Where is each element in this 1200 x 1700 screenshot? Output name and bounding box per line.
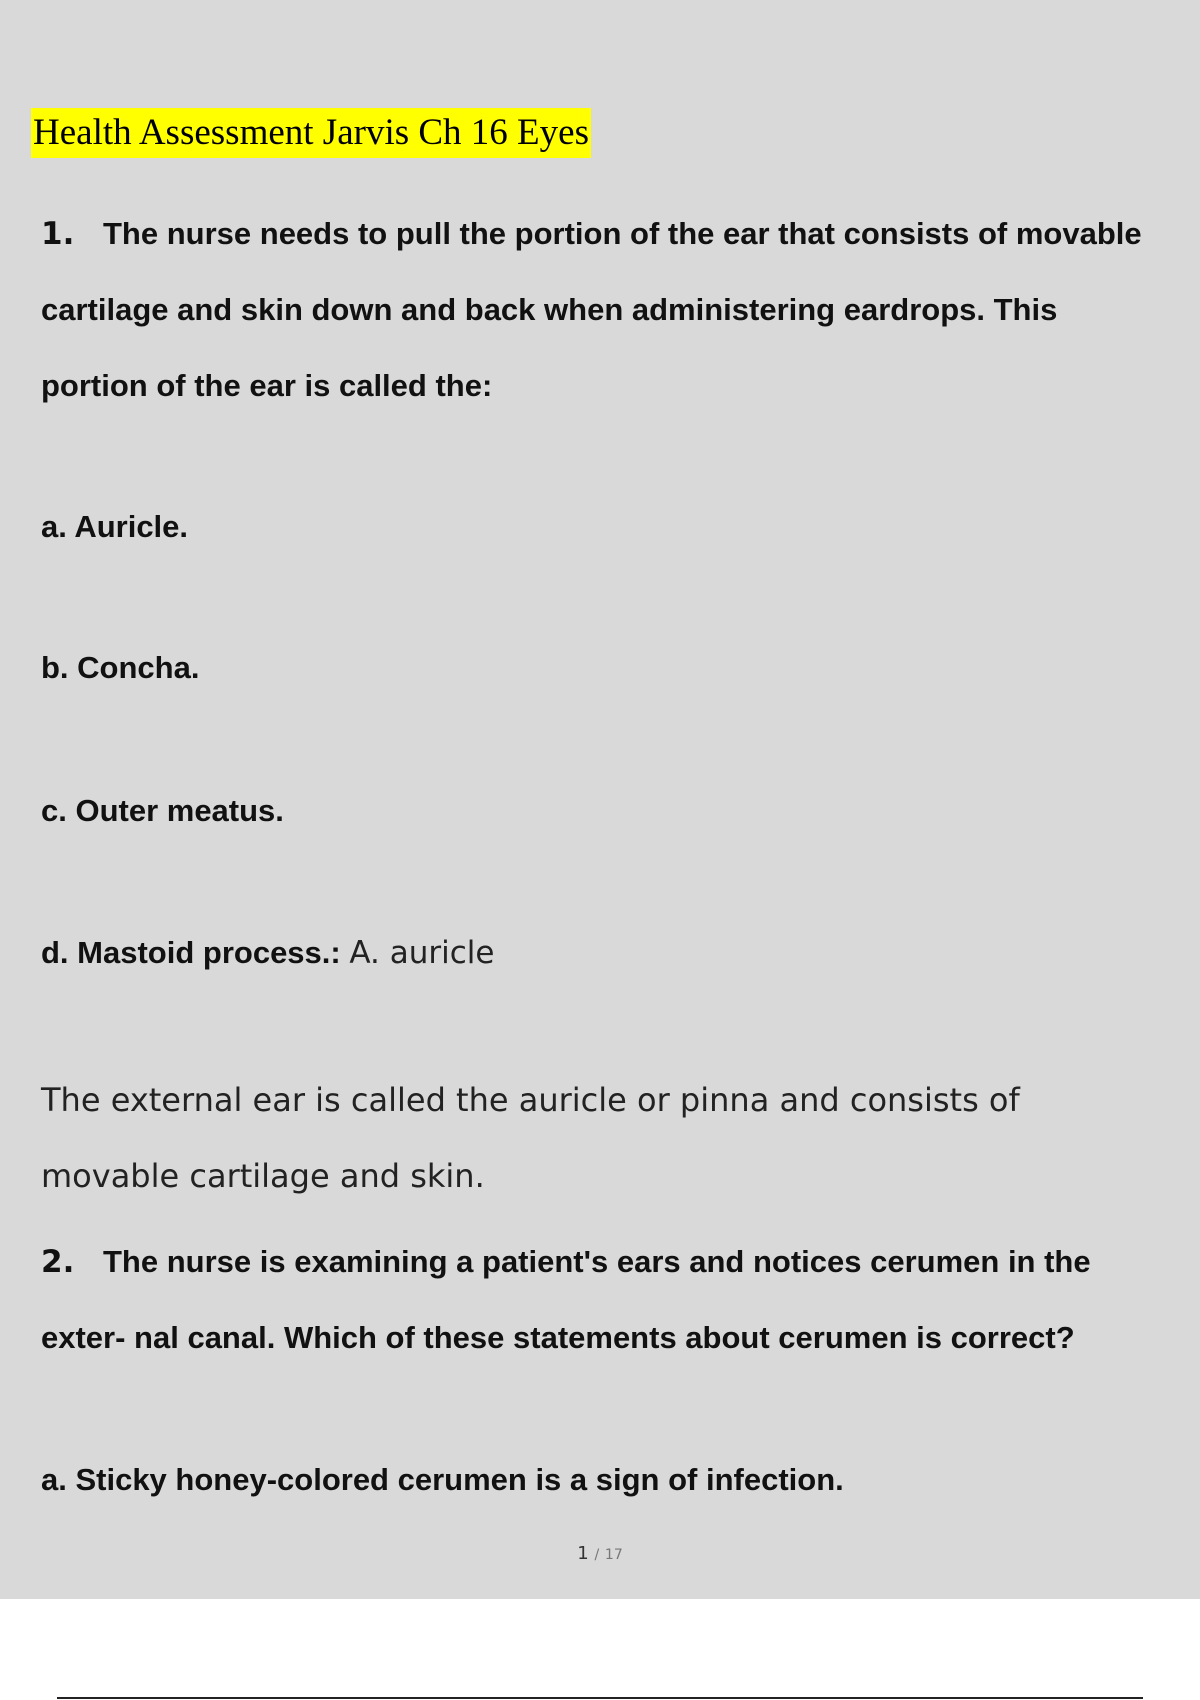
question-2-line-1 — [41, 1224, 1091, 1300]
question-1-text-line-3: portion of the ear is called the: — [41, 368, 493, 403]
question-2 — [41, 1224, 1091, 1376]
page-total: 17 — [604, 1547, 623, 1563]
document-title: Health Assessment Jarvis Ch 16 Eyes — [31, 108, 591, 158]
page-current: 1 — [577, 1543, 589, 1564]
question-2-option-a: a. Sticky honey-colored cerumen is a sign of infection. — [41, 1462, 844, 1497]
question-1-option-d — [41, 933, 494, 973]
question-1-answer: A. auricle — [349, 935, 495, 971]
question-1-option-c: c. Outer meatus. — [41, 793, 284, 828]
page-separator: / — [594, 1547, 600, 1563]
question-2-text-line-1: The nurse is examining a patient's ears and notices cerumen in the — [103, 1244, 1091, 1279]
question-1-text-line-2: cartilage and skin down and back when administering eardrops. This — [41, 292, 1058, 327]
question-1-explanation-line-1: The external ear is called the auricle or pinna and consists of — [41, 1081, 1020, 1119]
question-2-number: 2. — [41, 1244, 75, 1280]
question-1-option-d-text: d. Mastoid process.: — [41, 935, 341, 970]
question-1-explanation — [41, 1062, 1020, 1214]
question-1-option-b: b. Concha. — [41, 650, 200, 685]
question-1-line-1 — [41, 196, 1142, 272]
question-1 — [41, 196, 1142, 424]
page-indicator — [0, 1542, 1200, 1567]
next-page-top-rule — [57, 1697, 1143, 1699]
question-1-option-a: a. Auricle. — [41, 509, 189, 544]
question-1-text-line-1: The nurse needs to pull the portion of the ear that consists of movable — [103, 216, 1142, 251]
question-1-number: 1. — [41, 216, 75, 252]
question-1-explanation-line-2: movable cartilage and skin. — [41, 1157, 485, 1195]
question-2-text-line-2: exter- nal canal. Which of these statements about cerumen is correct? — [41, 1320, 1075, 1355]
